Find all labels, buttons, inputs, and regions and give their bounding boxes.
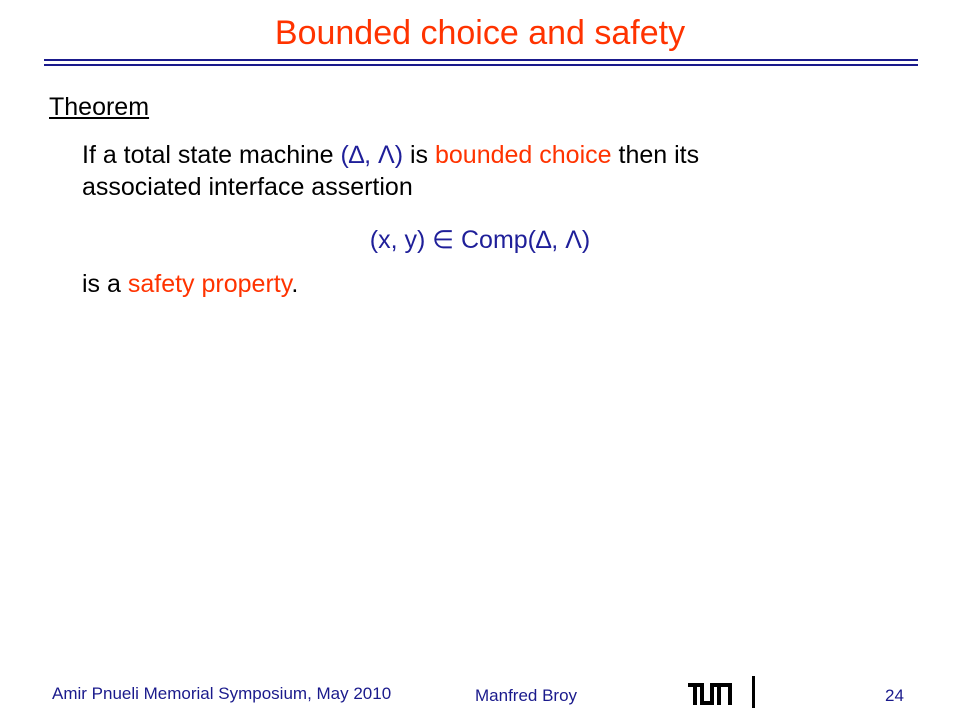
conclusion-suffix: . — [291, 270, 299, 298]
statement-text-1: If a total state machine — [82, 141, 341, 169]
close-paren: ) — [394, 141, 404, 169]
theorem-conclusion — [82, 268, 298, 300]
conclusion-prefix: is a — [82, 270, 128, 298]
open-paren: ( — [340, 141, 349, 169]
lambda-symbol: Λ — [378, 141, 395, 169]
page-number: 24 — [885, 686, 904, 705]
footer-author: Manfred Broy — [475, 686, 578, 705]
delta-symbol: ∆ — [348, 141, 365, 169]
statement-text-2: is — [403, 141, 435, 169]
footer-event: Amir Pnueli Memorial Symposium, May 2010 — [52, 684, 392, 703]
bounded-choice-term: bounded choice — [435, 141, 612, 169]
safety-property-term: safety property — [127, 270, 292, 298]
tum-logo — [688, 683, 732, 705]
statement-line-1 — [82, 139, 902, 171]
slide-title: Bounded choice and safety — [274, 14, 686, 52]
title-divider-top — [44, 59, 918, 61]
comp-formula: (x, y) ∈ Comp(∆, Λ) — [369, 226, 591, 254]
statement-line-2: associated interface assertion — [82, 173, 413, 201]
logo-separator — [752, 676, 755, 708]
theorem-statement — [82, 139, 902, 203]
theorem-heading: Theorem — [49, 93, 150, 121]
title-divider-bottom — [44, 64, 918, 66]
comma: , — [364, 141, 379, 169]
statement-text-3: then its — [611, 141, 700, 169]
